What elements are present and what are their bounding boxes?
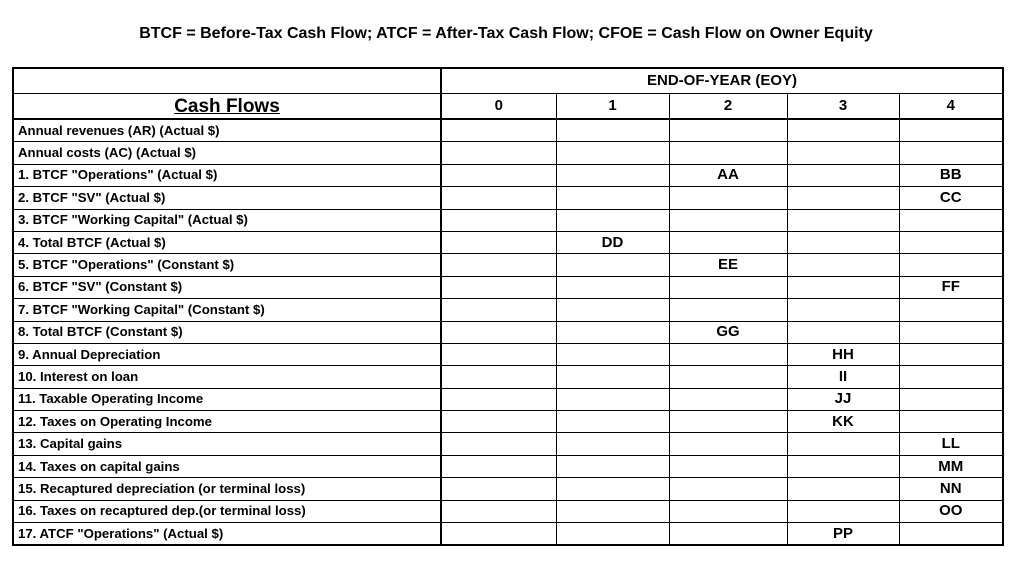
row-label: 3. BTCF "Working Capital" (Actual $) xyxy=(13,209,441,231)
table-row xyxy=(13,254,1003,276)
table-cell xyxy=(787,187,899,209)
table-cell xyxy=(899,366,1003,388)
table-cell xyxy=(669,411,787,433)
table-cell xyxy=(556,411,669,433)
table-row xyxy=(13,366,1003,388)
table-cell xyxy=(669,523,787,546)
table-cell xyxy=(556,119,669,142)
table-cell xyxy=(669,343,787,365)
table-cell: EE xyxy=(669,254,787,276)
table-row xyxy=(13,321,1003,343)
table-cell xyxy=(787,433,899,455)
header-row-eoy xyxy=(13,68,1003,94)
table-cell xyxy=(787,142,899,164)
table-row xyxy=(13,164,1003,186)
table-cell: HH xyxy=(787,343,899,365)
table-cell: NN xyxy=(899,478,1003,500)
header-blank-cell xyxy=(13,68,441,94)
table-row xyxy=(13,231,1003,253)
table-cell xyxy=(787,500,899,522)
table-cell xyxy=(441,119,556,142)
table-cell xyxy=(787,455,899,477)
row-label: 1. BTCF "Operations" (Actual $) xyxy=(13,164,441,186)
row-label: 12. Taxes on Operating Income xyxy=(13,411,441,433)
table-cell xyxy=(441,254,556,276)
table-cell xyxy=(899,523,1003,546)
table-cell xyxy=(899,321,1003,343)
table-cell xyxy=(787,299,899,321)
year-header: 2 xyxy=(669,94,787,120)
header-row-years xyxy=(13,94,1003,120)
table-cell xyxy=(441,299,556,321)
table-cell xyxy=(441,455,556,477)
table-cell xyxy=(556,433,669,455)
table-cell xyxy=(787,164,899,186)
table-cell xyxy=(669,478,787,500)
table-row xyxy=(13,343,1003,365)
table-cell xyxy=(669,388,787,410)
row-label: 8. Total BTCF (Constant $) xyxy=(13,321,441,343)
row-label: 11. Taxable Operating Income xyxy=(13,388,441,410)
row-label: 10. Interest on loan xyxy=(13,366,441,388)
row-label: Annual costs (AC) (Actual $) xyxy=(13,142,441,164)
table-cell xyxy=(787,231,899,253)
table-cell xyxy=(441,388,556,410)
table-cell xyxy=(441,500,556,522)
table-cell xyxy=(669,187,787,209)
page-title: BTCF = Before-Tax Cash Flow; ATCF = After-Tax Cash Flow; CFOE = Cash Flow on Owner Equity xyxy=(139,25,873,42)
table-cell xyxy=(556,321,669,343)
year-header: 0 xyxy=(441,94,556,120)
row-label: 7. BTCF "Working Capital" (Constant $) xyxy=(13,299,441,321)
table-row xyxy=(13,433,1003,455)
cash-flow-table xyxy=(12,67,1004,546)
table-cell xyxy=(669,500,787,522)
table-cell: DD xyxy=(556,231,669,253)
table-row xyxy=(13,478,1003,500)
table-cell xyxy=(556,142,669,164)
table-cell xyxy=(556,478,669,500)
row-label: 2. BTCF "SV" (Actual $) xyxy=(13,187,441,209)
table-cell xyxy=(899,388,1003,410)
table-cell: KK xyxy=(787,411,899,433)
row-label: 15. Recaptured depreciation (or terminal loss) xyxy=(13,478,441,500)
table-row xyxy=(13,119,1003,142)
table-row xyxy=(13,276,1003,298)
table-row xyxy=(13,299,1003,321)
table-cell xyxy=(441,231,556,253)
cash-flows-header xyxy=(13,94,441,120)
year-header: 4 xyxy=(899,94,1003,120)
table-row xyxy=(13,523,1003,546)
row-label: 17. ATCF "Operations" (Actual $) xyxy=(13,523,441,546)
row-label: 13. Capital gains xyxy=(13,433,441,455)
table-cell xyxy=(556,164,669,186)
table-row xyxy=(13,500,1003,522)
table-row xyxy=(13,209,1003,231)
table-cell: LL xyxy=(899,433,1003,455)
table-row xyxy=(13,187,1003,209)
table-cell xyxy=(899,209,1003,231)
row-label: 4. Total BTCF (Actual $) xyxy=(13,231,441,253)
table-cell xyxy=(556,276,669,298)
table-cell: BB xyxy=(899,164,1003,186)
table-cell xyxy=(556,254,669,276)
table-cell xyxy=(787,209,899,231)
row-label: Annual revenues (AR) (Actual $) xyxy=(13,119,441,142)
table-cell: II xyxy=(787,366,899,388)
table-cell xyxy=(899,254,1003,276)
table-cell: FF xyxy=(899,276,1003,298)
table-cell xyxy=(669,455,787,477)
table-cell xyxy=(441,523,556,546)
table-cell xyxy=(787,321,899,343)
table-cell xyxy=(556,343,669,365)
table-cell xyxy=(787,119,899,142)
table-cell xyxy=(899,299,1003,321)
year-header: 1 xyxy=(556,94,669,120)
table-cell xyxy=(441,478,556,500)
table-cell xyxy=(669,119,787,142)
table-cell xyxy=(787,254,899,276)
table-row xyxy=(13,142,1003,164)
table-cell xyxy=(441,209,556,231)
table-cell: JJ xyxy=(787,388,899,410)
cash-flows-header-text: Cash Flows xyxy=(174,96,280,117)
table-cell: PP xyxy=(787,523,899,546)
table-cell: AA xyxy=(669,164,787,186)
table-row xyxy=(13,455,1003,477)
table-row xyxy=(13,388,1003,410)
table-cell xyxy=(787,478,899,500)
table-cell xyxy=(441,343,556,365)
table-cell xyxy=(669,366,787,388)
table-cell xyxy=(899,142,1003,164)
table-cell: GG xyxy=(669,321,787,343)
table-cell xyxy=(787,276,899,298)
table-cell xyxy=(556,455,669,477)
table-cell xyxy=(899,231,1003,253)
table-cell xyxy=(556,523,669,546)
table-cell xyxy=(669,433,787,455)
table-cell xyxy=(669,209,787,231)
table-cell xyxy=(441,142,556,164)
table-cell xyxy=(556,187,669,209)
table-cell xyxy=(441,433,556,455)
table-cell xyxy=(441,366,556,388)
row-label: 5. BTCF "Operations" (Constant $) xyxy=(13,254,441,276)
row-label: 6. BTCF "SV" (Constant $) xyxy=(13,276,441,298)
table-row xyxy=(13,411,1003,433)
row-label: 16. Taxes on recaptured dep.(or terminal loss) xyxy=(13,500,441,522)
table-cell xyxy=(556,366,669,388)
row-label: 9. Annual Depreciation xyxy=(13,343,441,365)
table-cell xyxy=(556,388,669,410)
table-cell xyxy=(669,299,787,321)
table-cell xyxy=(899,119,1003,142)
table-cell xyxy=(899,343,1003,365)
table-cell xyxy=(556,209,669,231)
table-cell xyxy=(669,276,787,298)
table-cell xyxy=(556,500,669,522)
table-cell: CC xyxy=(899,187,1003,209)
year-header: 3 xyxy=(787,94,899,120)
table-cell xyxy=(441,411,556,433)
table-cell: OO xyxy=(899,500,1003,522)
table-cell xyxy=(441,164,556,186)
table-cell: MM xyxy=(899,455,1003,477)
table-cell xyxy=(556,299,669,321)
table-cell xyxy=(669,231,787,253)
eoy-header: END-OF-YEAR (EOY) xyxy=(441,68,1003,94)
table-cell xyxy=(441,276,556,298)
table-cell xyxy=(441,187,556,209)
table-cell xyxy=(899,411,1003,433)
table-cell xyxy=(441,321,556,343)
table-cell xyxy=(669,142,787,164)
row-label: 14. Taxes on capital gains xyxy=(13,455,441,477)
